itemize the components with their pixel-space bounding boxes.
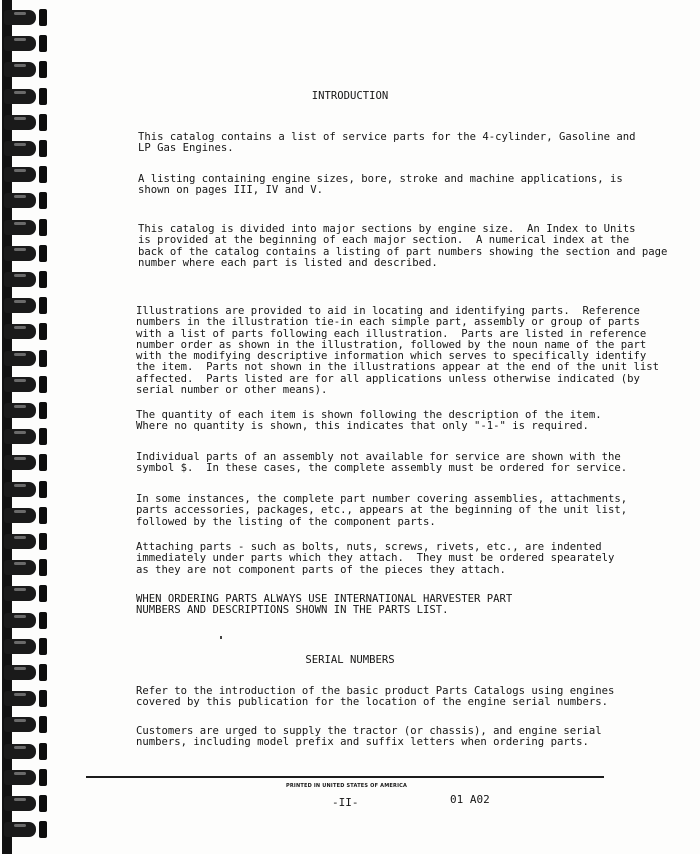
- binding-coil: [0, 163, 50, 187]
- paragraph-11: Customers are urged to supply the tractor (or chassis), and engine serial numbers, including model prefix and suffix letters when ordering parts.: [136, 725, 602, 749]
- printed-in-usa-note: PRINTED IN UNITED STATES OF AMERICA: [286, 783, 408, 789]
- paragraph-6: Individual parts of an assembly not available for service are shown with the symbol $. In these cases, the complete assembly must be ordered for service.: [136, 451, 628, 475]
- paragraph-7: In some instances, the complete part number covering assemblies, attachments, parts accessories, packages, etc., appears at the beginning of the unit list, followed by the listing of the component parts.: [136, 493, 628, 528]
- binding-coil: [0, 687, 50, 711]
- binding-coil: [0, 189, 50, 213]
- scan-speck: [220, 636, 222, 639]
- paragraph-1: This catalog contains a list of service parts for the 4-cylinder, Gasoline and LP Gas Engines.: [138, 131, 636, 155]
- binding-coil: [0, 609, 50, 633]
- binding-coil: [0, 478, 50, 502]
- binding-coil: [0, 399, 50, 423]
- paragraph-8: Attaching parts - such as bolts, nuts, screws, rivets, etc., are indented immediately under parts which they attach. They must be ordered spearately as they are not component parts of the pieces they attach.: [136, 541, 615, 576]
- binding-coil: [0, 740, 50, 764]
- binding-coil: [0, 661, 50, 685]
- section-title-serial-numbers: SERIAL NUMBERS: [305, 654, 395, 666]
- binding-coil: [0, 6, 50, 30]
- binding-coil: [0, 504, 50, 528]
- binding-coil: [0, 85, 50, 109]
- binding-coil: [0, 242, 50, 266]
- paragraph-10: Refer to the introduction of the basic product Parts Catalogs using engines covered by this publication for the location of the engine serial numbers.: [136, 685, 615, 709]
- binding-coil: [0, 766, 50, 790]
- binding-coil: [0, 58, 50, 82]
- binding-coil: [0, 268, 50, 292]
- binding-coil: [0, 425, 50, 449]
- binding-coil: [0, 792, 50, 816]
- binding-coil: [0, 451, 50, 475]
- footer-rule: [86, 776, 604, 778]
- paragraph-4: Illustrations are provided to aid in locating and identifying parts. Reference numbers in the illustration tie-in each simple part, assembly or group of parts with a list of parts following each illustration. Parts are listed in reference number order as shown in the illustration, followed by the noun name of the part with the modifying descriptive information which serves to specifically identify the item. Parts not shown in the illustrations appear at the end of the unit list affected. Parts listed are for all applications unless otherwise indicated (by serial number or other means).: [136, 305, 659, 397]
- binding-coil: [0, 713, 50, 737]
- binding-coil: [0, 818, 50, 842]
- binding-coil: [0, 530, 50, 554]
- binding-coil: [0, 32, 50, 56]
- binding-coil: [0, 635, 50, 659]
- binding-coil: [0, 373, 50, 397]
- binding-coil: [0, 347, 50, 371]
- page-number: -II-: [332, 796, 359, 809]
- paragraph-3: This catalog is divided into major sections by engine size. An Index to Units is provided at the beginning of each major section. A numerical index at the back of the catalog contains a listing of part numbers showing the section and page number where each part is listed and described.: [138, 223, 668, 269]
- binding-coil: [0, 582, 50, 606]
- binding-coil: [0, 111, 50, 135]
- catalog-code: 01 A02: [450, 793, 490, 806]
- binding-coil: [0, 556, 50, 580]
- spiral-binding: [0, 0, 52, 854]
- paragraph-5: The quantity of each item is shown following the description of the item. Where no quantity is shown, this indicates that only "-1-" is required.: [136, 409, 602, 433]
- page-title: INTRODUCTION: [311, 90, 389, 102]
- paragraph-2: A listing containing engine sizes, bore, stroke and machine applications, is shown on pages III, IV and V.: [138, 173, 623, 197]
- binding-coil: [0, 294, 50, 318]
- binding-coil: [0, 137, 50, 161]
- binding-coil: [0, 216, 50, 240]
- paragraph-9: WHEN ORDERING PARTS ALWAYS USE INTERNATIONAL HARVESTER PART NUMBERS AND DESCRIPTIONS SHOWN IN THE PARTS LIST.: [136, 593, 513, 617]
- binding-coil: [0, 320, 50, 344]
